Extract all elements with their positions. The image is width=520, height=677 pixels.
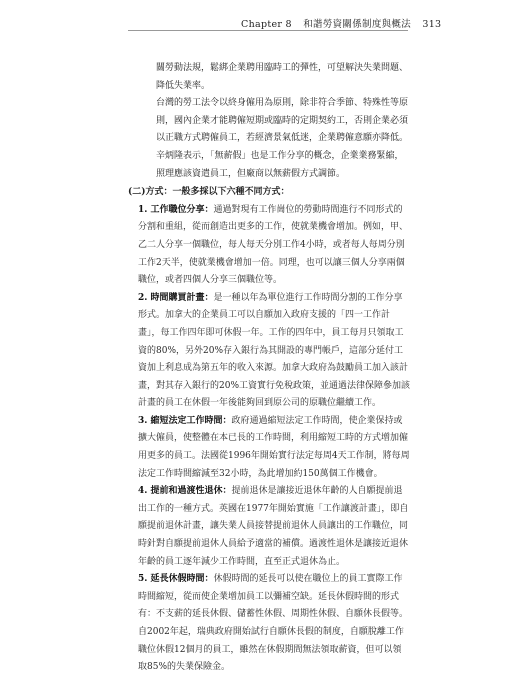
list-item-desc: 通過對現有工作崗位的勞動時間進行不同形式的分割和重組，從而創造出更多的工作，使就業機會增加。例如，甲、乙二人分享一個職位，每人每天分別工作4小時，或者每人每周分別工作2天半，使就業機會增加一倍。同理，也可以讓三個人分享兩個職位，或者四個人分享三個職位等。 (138, 204, 409, 286)
paragraph: 辛炳隆表示，「無薪假」也是工作分享的概念，企業業務緊縮，照理應該資遣員工，但廠商以無薪假方式調節。 (156, 150, 404, 179)
list-item-desc: 提前退休是讓接近退休年齡的人自願提前退出工作的一種方式。英國在1977年開始實施「工作讓渡計畫」，即自願提前退休計畫，讓失業人員接替提前退休人員讓出的工作職位，同時針對自願提前退休人員給予適當的補償。過渡性退休是讓接近退休年齡的員工逐年減少工作時間，直至正式退休為止。 (138, 486, 409, 567)
section-heading: (二)方式：一般多採以下六種不同方式： (128, 187, 290, 198)
list-item-title: 1. 工作職位分享： (138, 204, 214, 215)
header-rule (128, 30, 408, 31)
list-item (128, 202, 410, 290)
list-item-desc: 休假時間的延長可以使在職位上的員工實際工作時間縮短，從而使企業增加員工以彌補空缺。延長休假時間的形式有：不支薪的延長休假、儲蓄性休假、周期性休假、自願休長假等。自2002年起，瑞典政府開始試行自願休長假的制度，自願脫離工作職位休假12個月的員工，雖然在休假期間無法領取薪資，但可以領取85%的失業保險金。 (138, 574, 409, 673)
paragraph: 台灣的勞工法令以終身僱用為原則，除非符合季節、特殊性等原則，國內企業才能聘僱短期或臨時的定期契約工，否則企業必須以正職方式聘僱員工，若經濟景氣低迷，企業聘僱意願亦降低。 (156, 98, 409, 144)
list-item (128, 483, 410, 571)
list-item-title: 5. 延長休假時間： (138, 574, 214, 585)
list-item (128, 413, 410, 483)
list-item-title: 4. 提前和過渡性退休： (138, 486, 232, 497)
list-item-title: 2. 時間購買計畫： (138, 292, 214, 303)
list-item-desc: 是一種以年為單位進行工作時間分割的工作分享形式。加拿大的企業員工可以自願加入政府支援的「四一工作計畫」，每工作四年即可休假一年。工作的四年中，員工每月只領取工資的80%，另外20%存入銀行為其開設的專門帳戶，這部分延付工資加上利息成為第五年的收入來源。加拿大政府為鼓勵員工加入該計畫，對其存入銀行的20%工資實行免稅政策，並通過法律保障參加該計畫的員工在休假一年後能夠回到原公司的原職位繼續工作。 (138, 292, 411, 409)
chapter-title: 和諧勞資關係制度與概法 (303, 19, 412, 30)
running-header (241, 16, 449, 30)
list-item-desc: 政府通過縮短法定工作時間，使企業保持或擴大僱員，使整體在本已長的工作時間，利用縮短工時的方式增加僱用更多的員工。法國從1996年開始實行法定每周4天工作制，將每周法定工作時間縮減至32小時，為此增加約150萬個工作機會。 (138, 415, 410, 479)
chapter-label: Chapter 8 (241, 19, 292, 30)
list-item (128, 571, 410, 677)
body-text (128, 60, 410, 677)
list-item (128, 290, 410, 413)
list-item-title: 3. 縮短法定工作時間： (138, 415, 232, 426)
page-number: 313 (422, 19, 442, 30)
paragraph: 關勞動法規，鬆綁企業聘用臨時工的彈性，可望解決失業問題、降低失業率。 (156, 63, 409, 91)
